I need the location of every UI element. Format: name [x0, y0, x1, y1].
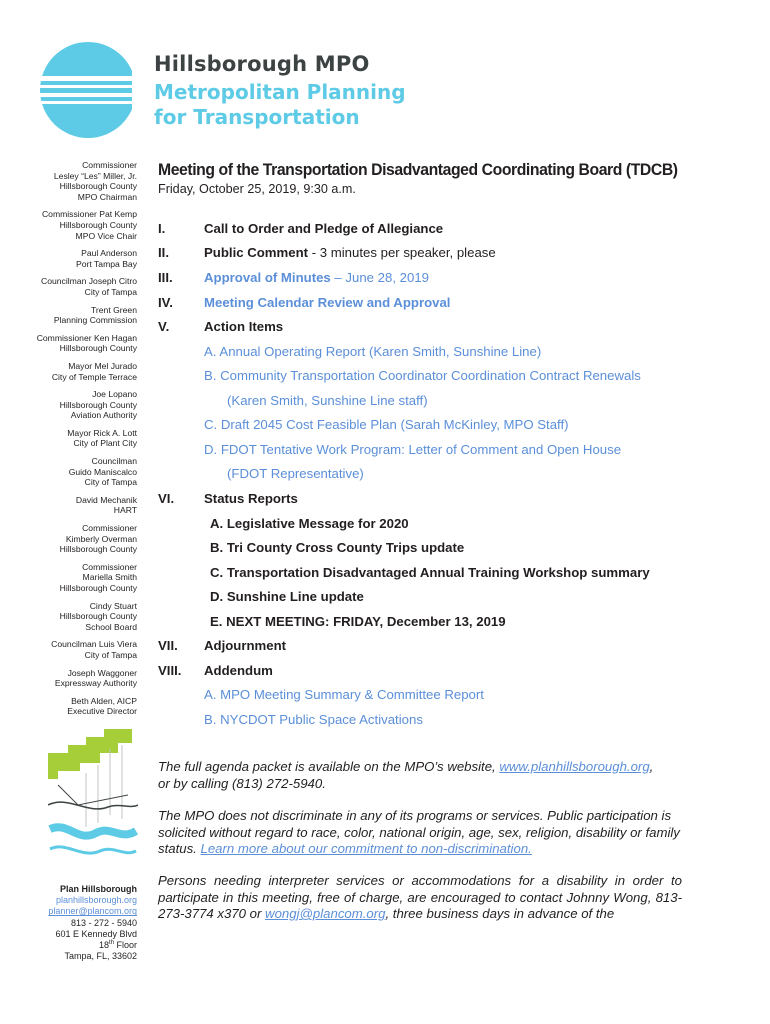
board-member — [20, 495, 137, 516]
agenda-v-d-link[interactable]: D. FDOT Tentative Work Program: Letter of Comment and Open House — [204, 442, 622, 457]
board-member-line: Joseph Waggoner — [67, 667, 137, 678]
board-member — [20, 428, 137, 449]
contact-website-link[interactable]: planhillsborough.org — [55, 895, 137, 906]
contact-email-link[interactable]: planner@plancom.org — [48, 906, 137, 917]
status-a: A. Legislative Message for 2020 — [210, 516, 409, 531]
contact-name: Plan Hillsborough — [59, 884, 137, 894]
status-d: D. Sunshine Line update — [210, 589, 364, 604]
mpo-logo-icon — [36, 38, 132, 142]
board-member-line: Commissioner — [82, 160, 137, 170]
nondiscrimination-link[interactable]: Learn more about our commitment to non-discrimination. — [200, 841, 532, 856]
board-member-line: Commissioner — [82, 523, 137, 534]
board-member — [20, 523, 137, 555]
agenda-v-c-link[interactable]: C. Draft 2045 Cost Feasible Plan (Sarah McKinley, MPO Staff) — [204, 417, 569, 432]
interpreter-note: Persons needing interpreter services or accommodations for a disability in order to participate in this meeting, free of charge, are encouraged to contact Johnny Wong, 813-273-3774 x370 or wongj@plancom.org, three business days in advance of the — [158, 873, 682, 921]
board-member-line: City of Tampa — [84, 649, 137, 660]
contact-phone: 813 - 272 - 5940 — [70, 917, 137, 928]
board-member — [20, 456, 137, 488]
nondiscrimination-note: The MPO does not discriminate in any of its programs or services. Public participation is solicited without regard to race, color, national origin, age, sex, religion, disability or family status. Learn more about our commitment to non-discrimination. — [158, 808, 680, 856]
contact-email-wong-link[interactable]: wongj@plancom.org — [265, 906, 386, 921]
board-member-line: Planning Commission — [53, 315, 137, 326]
board-member-line: Trent Green — [90, 304, 137, 315]
board-member-line: Cindy Stuart — [89, 600, 137, 611]
contact-address: 601 E Kennedy Blvd — [55, 928, 137, 939]
board-member-line: Commissioner Ken Hagan — [36, 332, 137, 343]
board-member-line: Commissioner — [82, 561, 137, 572]
mpo-website-link[interactable]: www.planhillsborough.org — [499, 759, 650, 774]
board-member-line: City of Tampa — [84, 477, 137, 488]
board-member-line: Port Tampa Bay — [76, 258, 137, 269]
board-member — [20, 562, 137, 594]
board-member-line: Councilman Joseph Citro — [40, 276, 137, 287]
meeting-datetime: Friday, October 25, 2019, 9:30 a.m. — [158, 182, 356, 196]
contact-city: Tampa, FL, 33602 — [64, 951, 137, 962]
board-member-line: City of Plant City — [73, 438, 137, 449]
board-member-line: Joe Lopano — [92, 389, 137, 400]
status-c: C. Transportation Disadvantaged Annual Training Workshop summary — [210, 565, 650, 580]
agenda-v-d-continued[interactable]: (FDOT Representative) — [227, 466, 364, 481]
agenda-v-b-link[interactable]: B. Community Transportation Coordinator Coordination Contract Renewals — [204, 368, 641, 383]
board-member — [20, 696, 137, 717]
board-member-line: Aviation Authority — [70, 410, 137, 421]
board-member-line: Hillsborough County — [59, 181, 137, 192]
board-member-line: Paul Anderson — [81, 248, 137, 259]
board-member-line: Hillsborough County — [59, 611, 137, 622]
board-member-line: Hillsborough County — [59, 343, 137, 354]
board-member-line: David Mechanik — [75, 494, 137, 505]
board-member-line: MPO Vice Chair — [75, 230, 137, 241]
meeting-title: Meeting of the Transportation Disadvantaged Coordinating Board (TDCB) — [158, 160, 678, 179]
status-e-next-meeting: E. NEXT MEETING: FRIDAY, December 13, 2019 — [210, 614, 506, 629]
board-member — [20, 601, 137, 633]
board-member-line: MPO Chairman — [77, 191, 137, 202]
org-tagline-2: for Transportation — [154, 105, 360, 129]
org-name: Hillsborough MPO — [154, 52, 370, 76]
board-member-line: HART — [113, 505, 137, 516]
board-member-line: Kimberly Overman — [65, 533, 137, 544]
status-b: B. Tri County Cross County Trips update — [210, 540, 465, 555]
board-member-line: Beth Alden, AICP — [71, 695, 137, 706]
board-member-line: Councilman Luis Viera — [51, 639, 137, 650]
board-member — [20, 276, 137, 297]
board-member-list — [20, 160, 137, 724]
org-tagline-1: Metropolitan Planning — [154, 80, 406, 104]
board-member — [20, 639, 137, 660]
board-member-line: Mayor Rick A. Lott — [67, 427, 137, 438]
board-member-line: City of Temple Terrace — [51, 371, 137, 382]
board-member — [20, 248, 137, 269]
addendum-b-link[interactable]: B. NYCDOT Public Space Activations — [204, 712, 423, 727]
board-member-line: City of Tampa — [84, 286, 137, 297]
board-member-line: Hillsborough County — [59, 544, 137, 555]
board-member — [20, 668, 137, 689]
board-member — [20, 160, 137, 202]
board-member-line: Lesley “Les” Miller, Jr. — [53, 170, 137, 181]
board-member-line: Hillsborough County — [59, 219, 137, 230]
board-member-line: Executive Director — [67, 706, 137, 717]
contact-floor: 18th Floor — [98, 940, 137, 951]
board-member — [20, 305, 137, 326]
board-member-line: Mayor Mel Jurado — [68, 360, 137, 371]
board-member-line: Councilman — [91, 456, 137, 467]
board-member-line: Commissioner Pat Kemp — [41, 209, 137, 220]
board-member-line: Hillsborough County — [59, 399, 137, 410]
agenda-packet-note: The full agenda packet is available on the MPO’s website, www.planhillsborough.org, or by calling (813) 272-5940. — [158, 759, 654, 791]
board-member-line: Guido Maniscalco — [68, 466, 137, 477]
board-member — [20, 209, 137, 241]
board-member — [20, 333, 137, 354]
board-member — [20, 361, 137, 382]
agenda-v-a-link[interactable]: A. Annual Operating Report (Karen Smith, Sunshine Line) — [204, 344, 542, 359]
board-member-line: School Board — [85, 621, 137, 632]
addendum-a-link[interactable]: A. MPO Meeting Summary & Committee Report — [204, 687, 484, 702]
board-member-line: Expressway Authority — [54, 678, 137, 689]
board-member — [20, 389, 137, 421]
board-member-line: Hillsborough County — [59, 583, 137, 593]
board-member-line: Mariella Smith — [82, 572, 137, 583]
plan-hillsborough-graphic-icon — [48, 725, 138, 877]
contact-block — [20, 884, 137, 962]
agenda-v-b-continued[interactable]: (Karen Smith, Sunshine Line staff) — [227, 393, 428, 408]
